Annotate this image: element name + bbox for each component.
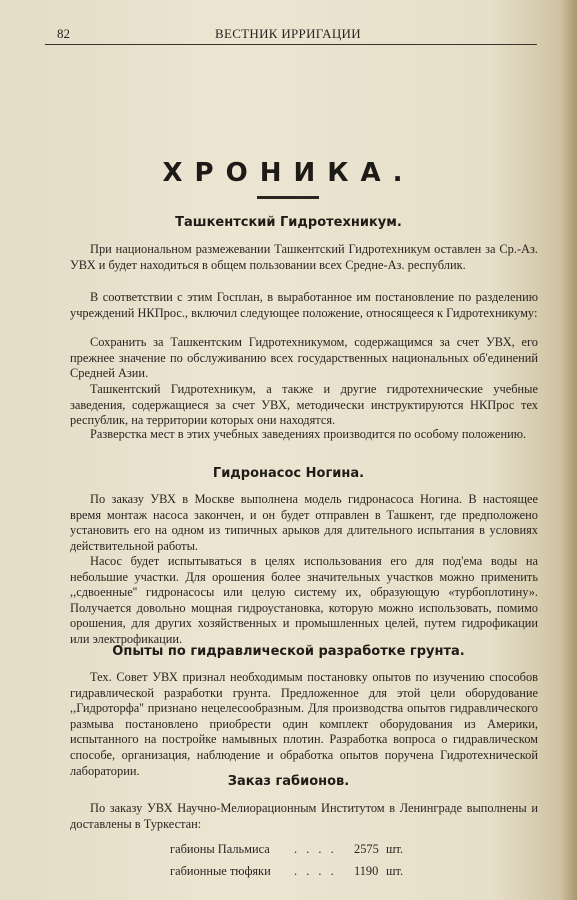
item-unit: шт. xyxy=(386,864,404,878)
section-heading-opyty: Опыты по гидравлической разработке грунта. xyxy=(112,644,465,659)
item-name: габионы Пальмиса xyxy=(170,842,270,856)
item-value: 1190 xyxy=(354,864,379,878)
item-value: 2575 xyxy=(354,842,379,856)
section-heading-gabiony: Заказ габионов. xyxy=(227,774,350,789)
paragraph: При национальном размежевании Ташкентский Гидротехникум оставлен за Ср.-Аз. УВХ и будет находиться в общем пользовании всех Средне-Аз. республик. xyxy=(70,242,538,272)
paragraph: Насос будет испытываться в целях использования его для под'ема воды на небольшие участки. Для орошения более значительных участков можно применить ,,сдвоенные'' гидронасосы или целую систему их, образующую «турбоплотину». Получается довольно мощная гидроустановка, которую можно использовать, помимо орошения, для других хозяйственных и промышленных целей, путем гидрофикации или электрофикации. xyxy=(70,554,538,646)
paragraph: В соответствии с этим Госплан, в выработанное им постановление по разделению учреждений НКПрос., включил следующее положение, относящееся к Гидротехникуму: xyxy=(70,290,538,320)
page-number: 82 xyxy=(57,26,70,41)
section-heading-gidronasos: Гидронасос Ногина. xyxy=(212,466,365,481)
paragraph: По заказу УВХ в Москве выполнена модель гидронасоса Ногина. В настоящее время монтаж насоса закончен, и он будет отправлен в Ташкент, где предположено установить его на одном из типичных арыков для длительного испытания в условиях действительной работы. xyxy=(70,492,538,553)
main-title: ХРОНИКА. xyxy=(162,158,415,188)
paragraph: Ташкентский Гидротехникум, а также и другие гидротехнические учебные заведения, содержащиеся за счет УВХ, методически инструктируются НКПрос тех республик, на территории которых они находятся. xyxy=(70,382,538,428)
item-leader: . . . . xyxy=(294,864,337,878)
title-rule xyxy=(257,196,319,199)
item-unit: шт. xyxy=(386,842,404,856)
paragraph: Сохранить за Ташкентским Гидротехникумом, содержащимся за счет УВХ, его прежнее значение по обслуживанию всех государственных национальных об'единений Средней Азии. xyxy=(70,335,538,381)
paragraph: По заказу УВХ Научно-Мелиорационным Институтом в Ленинграде выполнены и доставлены в Туркестан: xyxy=(70,801,538,831)
page-header xyxy=(45,24,537,45)
section-heading-gidrotekhnikum: Ташкентский Гидротехникум. xyxy=(175,215,402,230)
paragraph: Тех. Совет УВХ признал необходимым постановку опытов по изучению способов гидравлической разработки грунта. Предложенное для этой цели оборудование ,,Гидроторфа'' признано нецелесообразным. Для производства опытов гидравлического размыва постановлено приобрести один комплект оборудования из Америки, испытанного на постройке намывных плотин. Разработка вопроса о гидравлическом способе, организация, наблюдение и обработка опытов поручена Гидротехнической лаборатории. xyxy=(70,670,538,778)
running-title: ВЕСТНИК ИРРИГАЦИИ xyxy=(215,26,361,41)
item-name: габионные тюфяки xyxy=(170,864,271,878)
item-leader: . . . . xyxy=(294,842,337,856)
paragraph: Разверстка мест в этих учебных заведениях производится по особому положению. xyxy=(90,427,527,441)
